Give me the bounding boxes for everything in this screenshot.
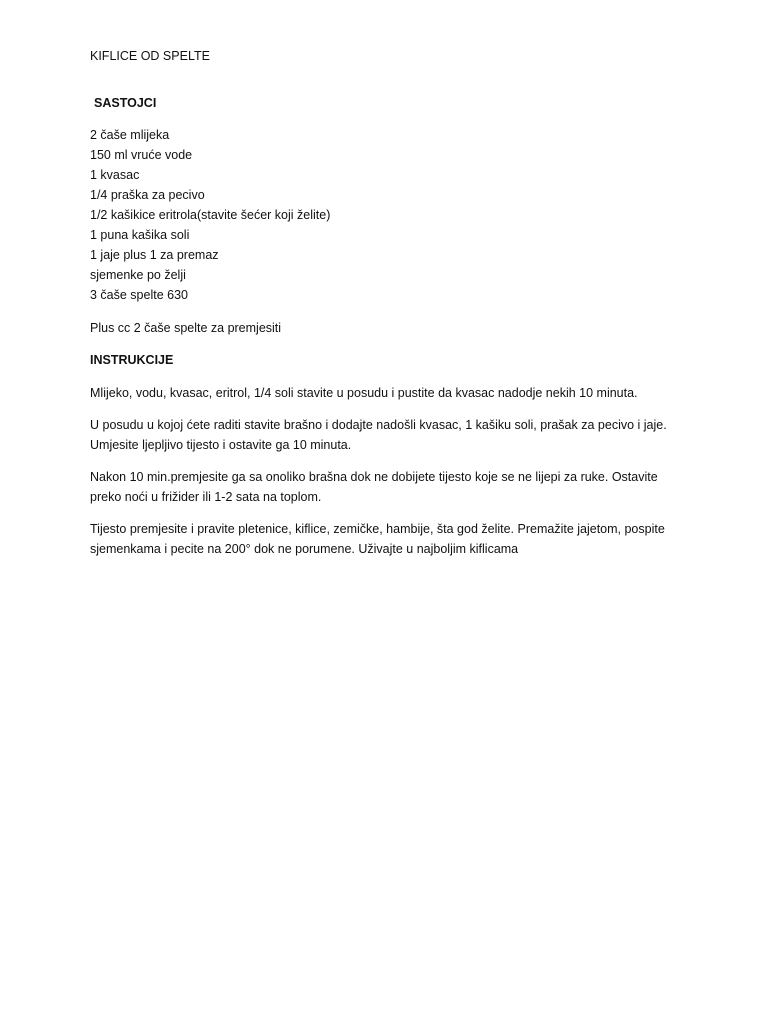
ingredient-item: 150 ml vruće vode <box>90 148 193 162</box>
ingredient-item: sjemenke po želji <box>90 268 186 282</box>
ingredient-item: 1/4 praška za pecivo <box>90 188 205 202</box>
ingredient-item: 2 čaše mlijeka <box>90 128 170 142</box>
ingredient-item: 1 puna kašika soli <box>90 228 190 242</box>
extra-flour-note: Plus cc 2 čaše spelte za premjesiti <box>90 321 282 335</box>
instruction-paragraph: Mlijeko, vodu, kvasac, eritrol, 1/4 soli stavite u posudu i pustite da kvasac nadodje nekih 10 minuta. <box>90 386 638 400</box>
recipe-title: KIFLICE OD SPELTE <box>90 49 210 63</box>
ingredient-item: 1/2 kašikice eritrola(stavite šećer koji želite) <box>90 208 331 222</box>
instructions-heading: INSTRUKCIJE <box>90 353 174 367</box>
ingredient-item: 1 jaje plus 1 za premaz <box>90 248 219 262</box>
instruction-paragraph: Nakon 10 min.premjesite ga sa onoliko brašna dok ne dobijete tijesto koje se ne lijepi za ruke. Ostavite preko noći u frižider ili 1-2 sata na toplom. <box>90 470 658 504</box>
document-body <box>90 47 690 559</box>
ingredient-item: 3 čaše spelte 630 <box>90 288 188 302</box>
instruction-paragraph: Tijesto premjesite i pravite pletenice, kiflice, zemičke, hambije, šta god želite. Premažite jajetom, pospite sjemenkama i pecite na 200° dok ne porumene. Uživajte u najboljim kiflicama <box>90 522 665 556</box>
ingredients-heading: SASTOJCI <box>94 96 157 110</box>
instruction-paragraph: U posudu u kojoj ćete raditi stavite brašno i dodajte nadošli kvasac, 1 kašiku soli, prašak za pecivo i jaje. Umjesite ljepljivo tijesto i ostavite ga 10 minuta. <box>90 418 667 452</box>
ingredient-item: 1 kvasac <box>90 168 140 182</box>
ingredients-list <box>90 125 690 305</box>
